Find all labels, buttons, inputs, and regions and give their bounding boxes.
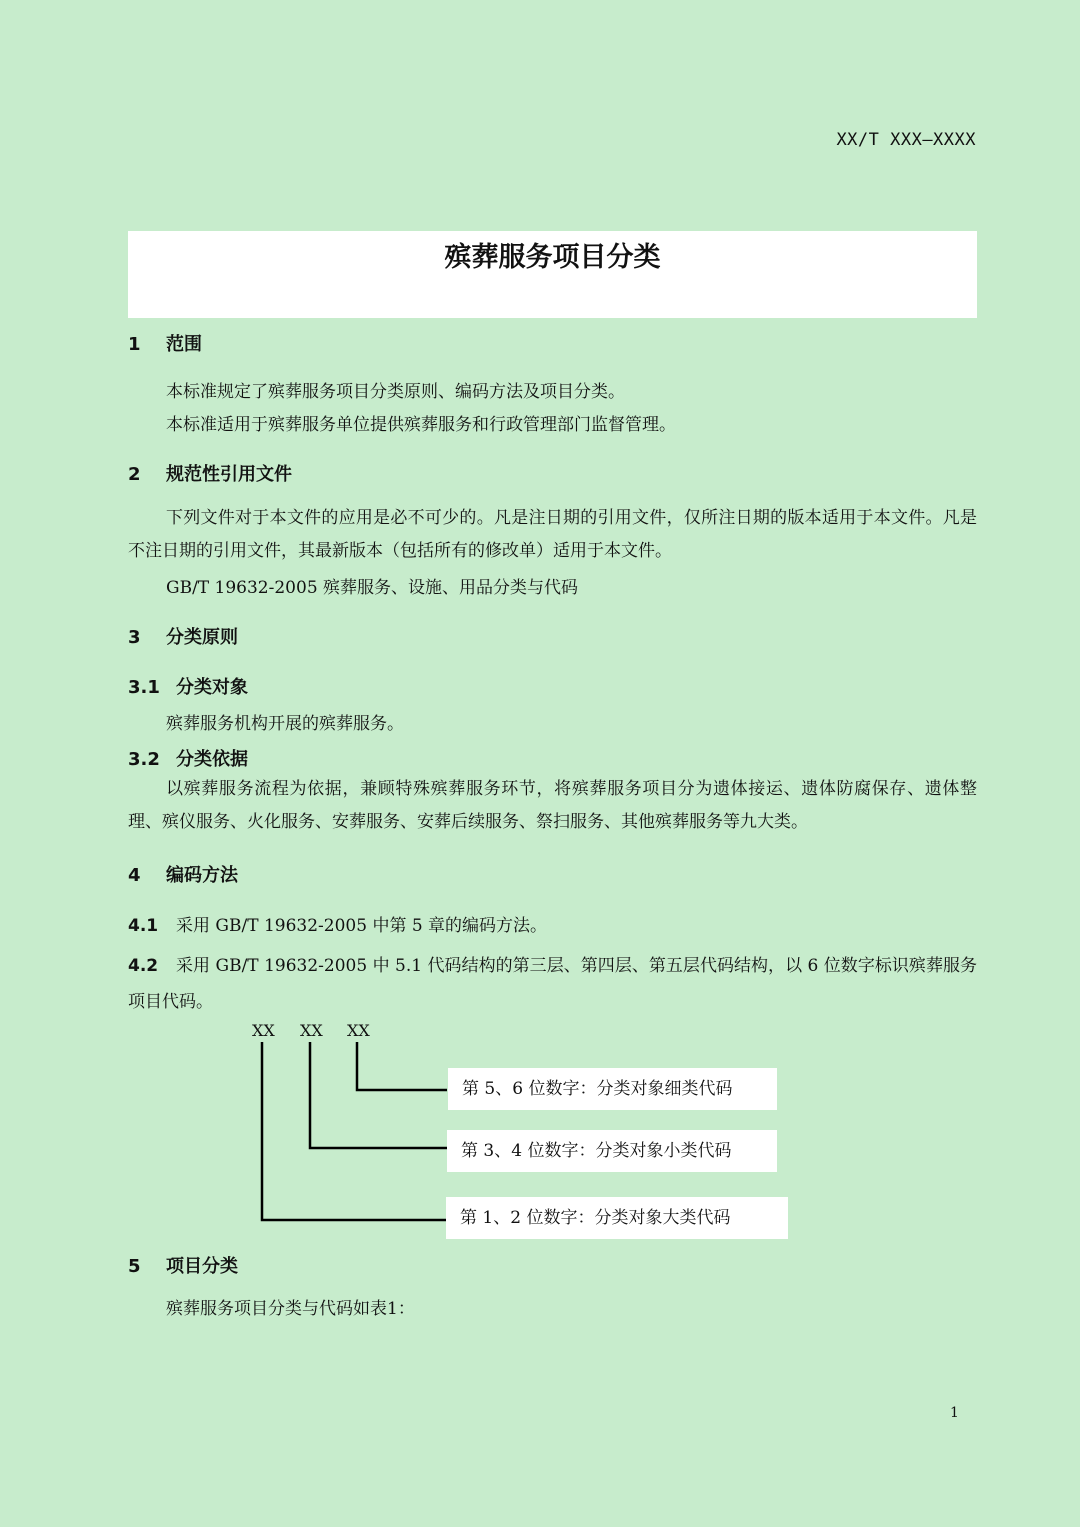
connector-digits-5-6 [357,1042,447,1090]
subsection-text: 采用 GB/T 19632-2005 中第 5 章的编码方法。 [176,916,548,936]
section-title: 编码方法 [166,865,238,886]
document-title: 殡葬服务项目分类 [444,242,661,273]
title-box [128,231,977,318]
code-digits-3-4: XX [300,1021,323,1040]
section-title: 范围 [166,334,202,355]
connector-digits-3-4 [310,1042,447,1148]
subsection-number: 4.2 [128,956,159,976]
label-meaning: 分类对象小类代码 [595,1141,732,1161]
subsection-text: 采用 GB/T 19632-2005 中 5.1 代码结构的第三层、第四层、第五层代码结构，以 6 位数字标识殡葬服务项目代码。 [128,956,977,1012]
label-box-digits-5-6 [448,1068,777,1110]
standard-code: XX/T XXX—XXXX [836,130,976,150]
label-digits: 第 1、2 位数字： [460,1208,595,1228]
code-digits-5-6: XX [347,1021,370,1040]
section-5-heading [128,1252,238,1278]
section-number: 3 [128,627,141,648]
section-4-1 [128,911,547,936]
section-3-1-heading [128,673,248,699]
section-title: 项目分类 [166,1256,238,1277]
code-digits-1-2: XX [252,1021,275,1040]
section-4-heading [128,861,238,887]
label-box-digits-1-2 [446,1197,788,1239]
section-number: 4 [128,865,141,886]
page-number: 1 [950,1405,959,1421]
section-title: 规范性引用文件 [166,464,292,485]
section-1-paragraph-1: 本标准规定了殡葬服务项目分类原则、编码方法及项目分类。 [166,382,625,402]
section-number: 1 [128,334,141,355]
section-3-heading [128,623,238,649]
connector-digits-1-2 [262,1042,446,1220]
subsection-number: 3.2 [128,749,160,770]
subsection-title: 分类依据 [176,749,248,770]
label-meaning: 分类对象细类代码 [596,1079,733,1099]
section-4-2 [128,948,977,1020]
section-2-heading [128,460,292,486]
label-digits: 第 3、4 位数字： [461,1141,596,1161]
section-2-paragraph-1: 下列文件对于本文件的应用是必不可少的。凡是注日期的引用文件，仅所注日期的版本适用于本文件。凡是不注日期的引用文件，其最新版本（包括所有的修改单）适用于本文件。 [128,508,977,561]
section-number: 5 [128,1256,141,1277]
section-1-heading [128,330,202,356]
section-title: 分类原则 [166,627,238,648]
label-box-digits-3-4 [447,1130,777,1172]
label-meaning: 分类对象大类代码 [594,1208,731,1228]
section-3-2-heading [128,745,248,771]
section-number: 2 [128,464,141,485]
section-3-1-text: 殡葬服务机构开展的殡葬服务。 [166,714,404,734]
section-3-2-text: 以殡葬服务流程为依据，兼顾特殊殡葬服务环节，将殡葬服务项目分为遗体接运、遗体防腐保存、遗体整理、殡仪服务、火化服务、安葬服务、安葬后续服务、祭扫服务、其他殡葬服务等九大类。 [128,779,977,832]
subsection-title: 分类对象 [176,677,248,698]
section-5-paragraph: 殡葬服务项目分类与代码如表1： [166,1299,415,1319]
section-1-paragraph-2: 本标准适用于殡葬服务单位提供殡葬服务和行政管理部门监督管理。 [166,415,676,435]
section-2-reference: GB/T 19632-2005 殡葬服务、设施、用品分类与代码 [166,578,579,598]
subsection-number: 3.1 [128,677,160,698]
subsection-number: 4.1 [128,916,159,936]
label-digits: 第 5、6 位数字： [462,1079,597,1099]
